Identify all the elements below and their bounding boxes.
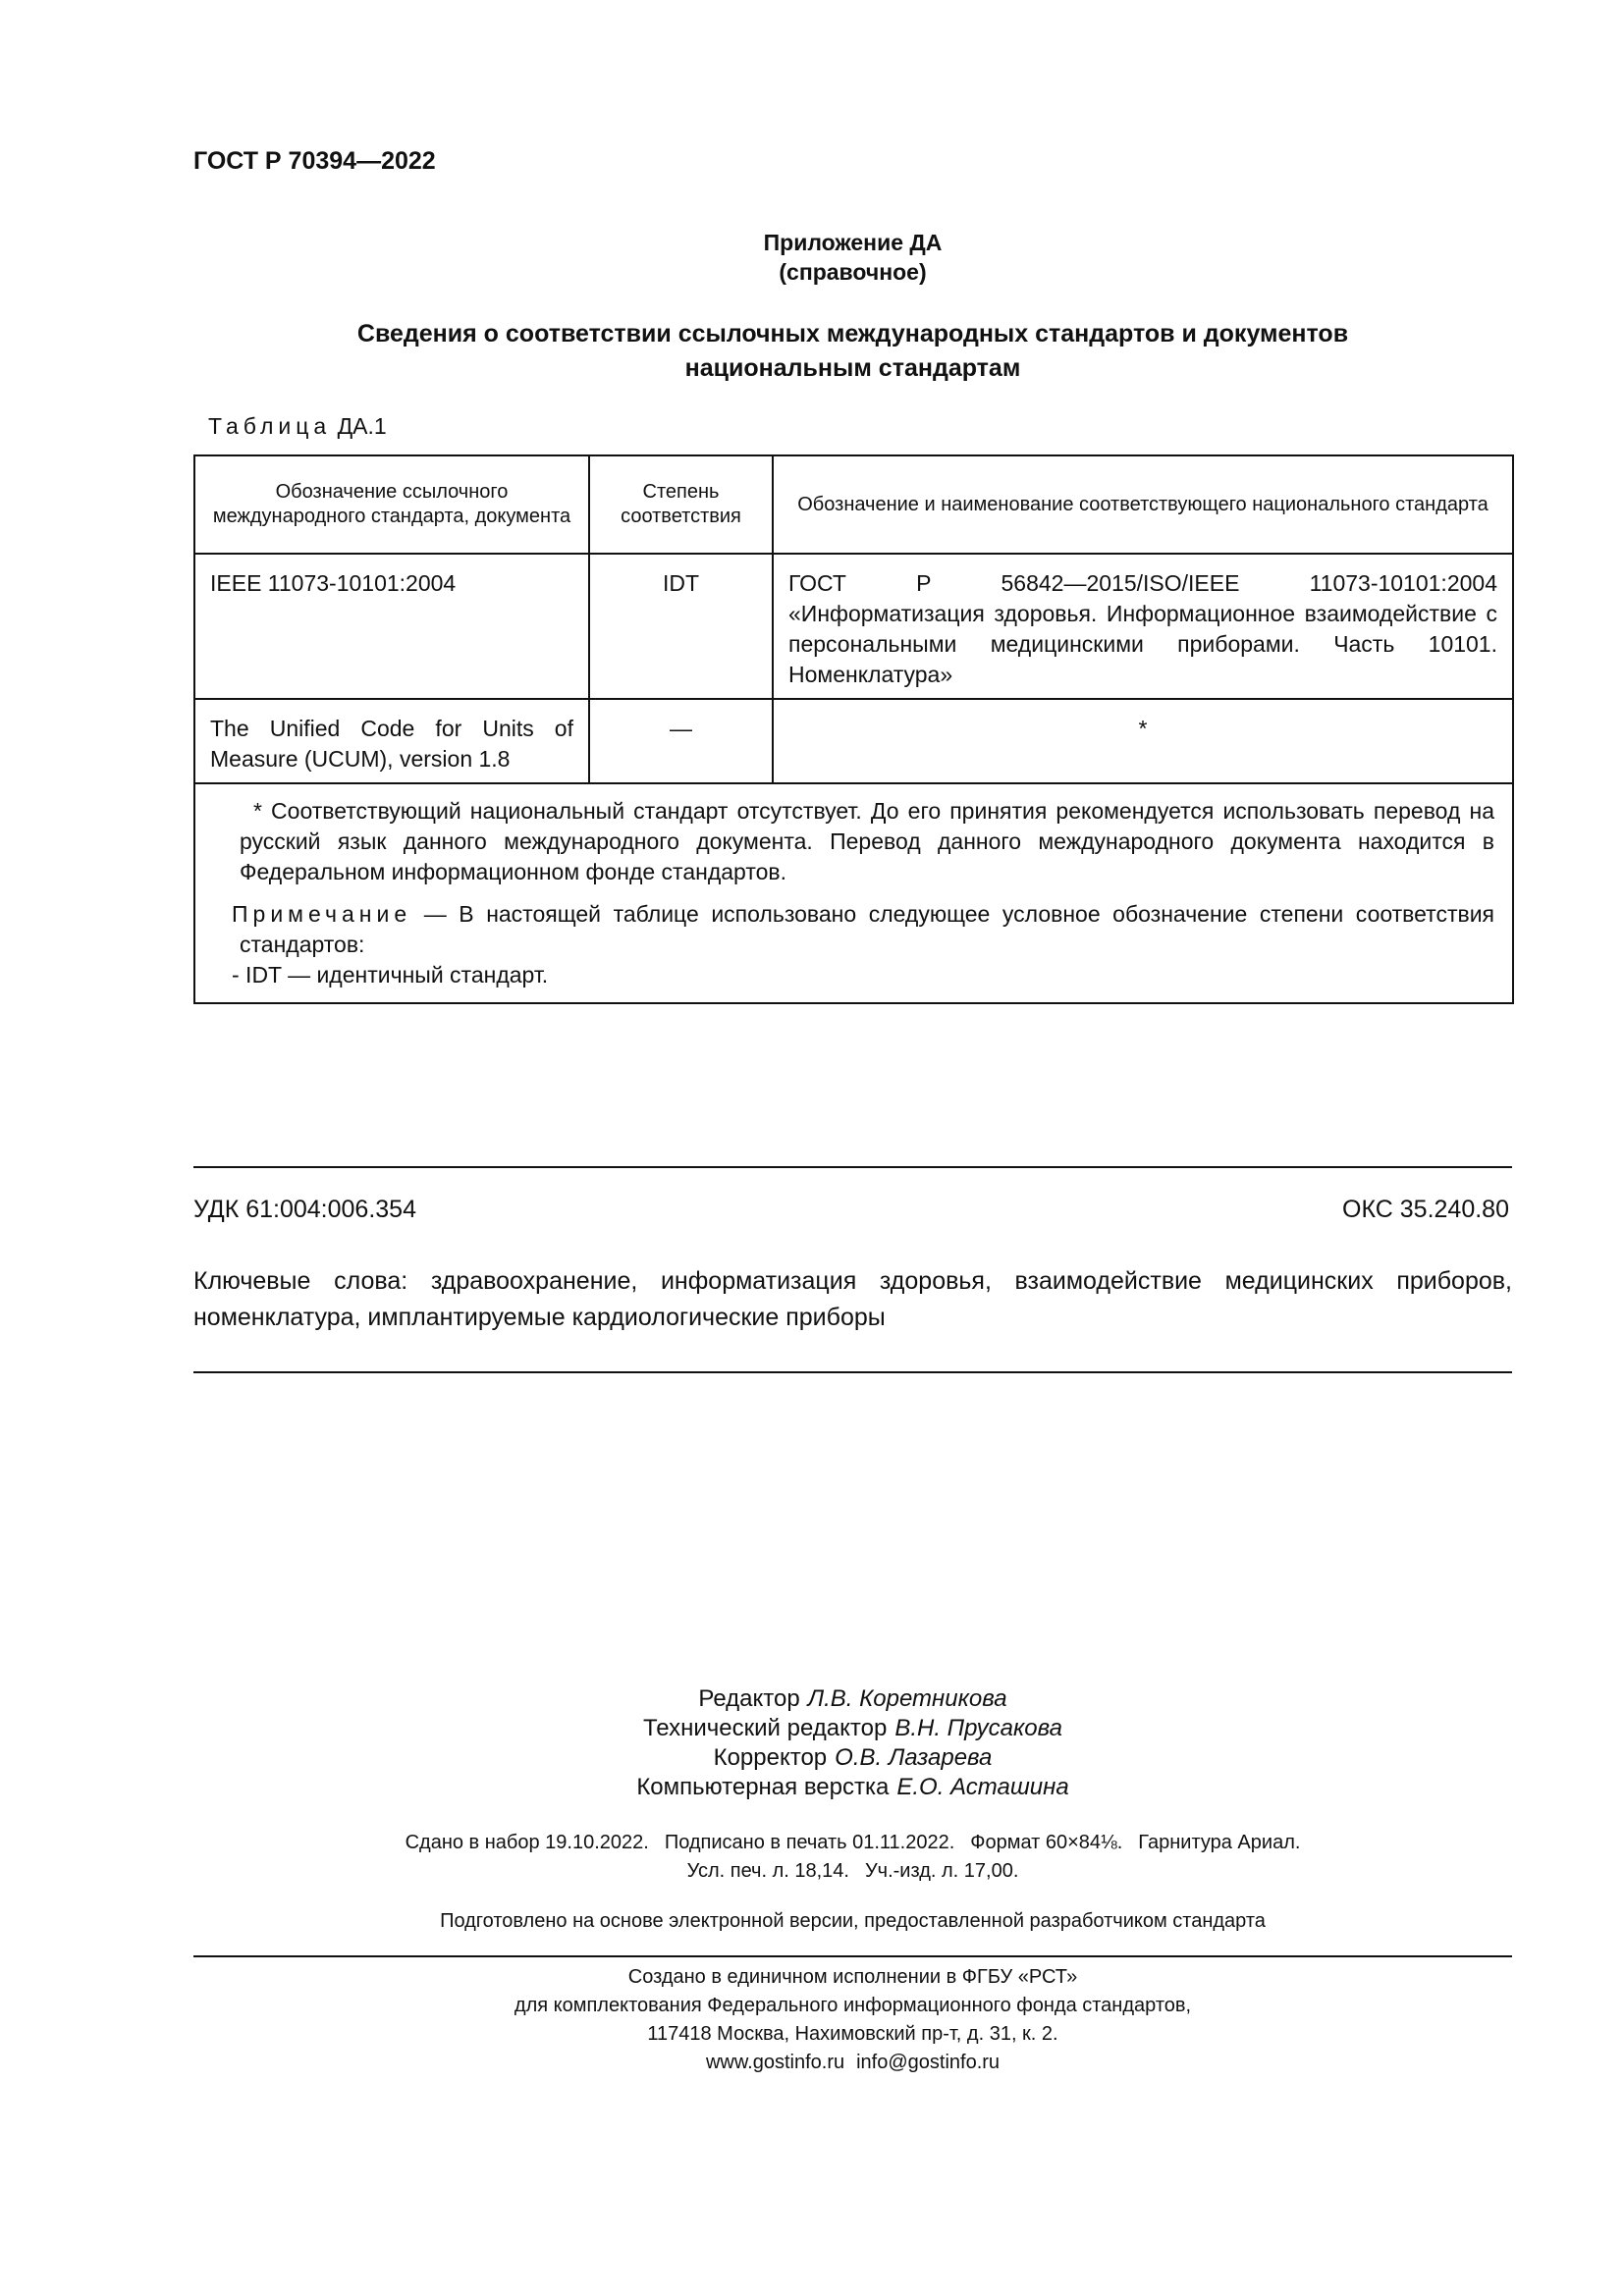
annex-title-block (193, 228, 1512, 287)
cell-reference: IEEE 11073-10101:2004 (194, 554, 589, 699)
divider (193, 1166, 1512, 1168)
note-text: — В настоящей таблице использовано следующее условное обозначение степени соответствия стандартов: (240, 901, 1495, 957)
cell-national: * (773, 699, 1513, 783)
table-footnote-cell (194, 783, 1513, 1003)
note-item: - IDT — идентичный стандарт. (232, 962, 549, 988)
credit-line (193, 1773, 1512, 1802)
created-line-2: для комплектования Федерального информационного фонда стандартов, (514, 1995, 1192, 2016)
oks-code: ОКС 35.240.80 (1342, 1196, 1509, 1223)
address: 117418 Москва, Нахимовский пр-т, д. 31, к. 2. (647, 2023, 1058, 2045)
annex-heading (193, 317, 1512, 386)
cell-reference: The Unified Code for Units of Measure (UCUM), version 1.8 (194, 699, 589, 783)
created-line-1: Создано в единичном исполнении в ФГБУ «РСТ» (627, 1966, 1078, 1988)
footnote-text: * Соответствующий национальный стандарт отсутствует. До его принятия рекомендуется использовать перевод на русский язык данного международного документа. Перевод данного международного документа находится в Федеральном информационном фонде стандартов. (240, 798, 1494, 884)
pub-sheets: Уч.-изд. л. 17,00. (864, 1860, 1019, 1882)
publication-line-1 (193, 1829, 1512, 1857)
header-reference: Обозначение ссылочного международного стандарта, документа (194, 455, 589, 554)
credit-name: О.В. Лазарева (835, 1744, 993, 1771)
header-degree: Степень соответствия (589, 455, 773, 554)
credit-name: Л.В. Коретникова (807, 1685, 1007, 1712)
header-national: Обозначение и наименование соответствующего национального стандарта (773, 455, 1513, 554)
table-row (194, 554, 1513, 699)
credit-role: Технический редактор (642, 1715, 888, 1741)
credit-role: Компьютерная верстка (636, 1774, 890, 1800)
contacts (193, 2049, 1512, 2077)
print-format: Формат 60×84⅛. (970, 1832, 1123, 1853)
print-sheets: Усл. печ. л. 18,14. (686, 1860, 849, 1882)
credit-line (193, 1743, 1512, 1773)
annex-heading-line-2: национальным стандартам (684, 354, 1021, 382)
credit-line (193, 1684, 1512, 1714)
signed-date: Подписано в печать 01.11.2022. (664, 1832, 955, 1853)
submitted-date: Сдано в набор 19.10.2022. (405, 1832, 649, 1853)
credits-block (193, 1684, 1512, 1802)
correspondence-table (193, 454, 1514, 1004)
annex-title: Приложение ДА (763, 230, 943, 255)
udk-code: УДК 61:004:006.354 (193, 1196, 416, 1223)
typeface: Гарнитура Ариал. (1138, 1832, 1301, 1853)
table-label (208, 413, 387, 440)
table-label-number: ДА.1 (337, 413, 387, 439)
website-link[interactable]: www.gostinfo.ru (705, 2052, 845, 2073)
credit-name: Е.О. Асташина (896, 1774, 1069, 1800)
cell-degree: IDT (589, 554, 773, 699)
prepared-note: Подготовлено на основе электронной версии, предоставленной разработчиком стандарта (440, 1910, 1266, 1932)
cell-degree: — (589, 699, 773, 783)
table-header-row (194, 455, 1513, 554)
credit-role: Редактор (698, 1685, 800, 1712)
email-link[interactable]: info@gostinfo.ru (856, 2052, 1001, 2073)
divider (193, 1955, 1512, 1957)
created-block (193, 1963, 1512, 2077)
table-label-word: Таблица (208, 413, 332, 439)
credit-role: Корректор (713, 1744, 828, 1771)
publication-info (193, 1829, 1512, 1886)
annex-type: (справочное) (779, 259, 927, 285)
document-code: ГОСТ Р 70394—2022 (193, 147, 436, 175)
table-row (194, 699, 1513, 783)
credit-name: В.Н. Прусакова (894, 1715, 1062, 1741)
keywords: Ключевые слова: здравоохранение, информатизация здоровья, взаимодействие медицинских приборов, номенклатура, имплантируемые кардиологические приборы (193, 1267, 1512, 1331)
divider (193, 1371, 1512, 1373)
annex-heading-line-1: Сведения о соответствии ссылочных международных стандартов и документов (356, 320, 1349, 347)
note-label: Примечание (232, 901, 412, 927)
cell-national: ГОСТ Р 56842—2015/ISO/IEEE 11073-10101:2004 «Информатизация здоровья. Информационное взаимодействие с персональными медицинскими приборами. Часть 10101. Номенклатура» (773, 554, 1513, 699)
credit-line (193, 1714, 1512, 1743)
publication-line-2 (193, 1857, 1512, 1886)
table-footnote-row (194, 783, 1513, 1003)
